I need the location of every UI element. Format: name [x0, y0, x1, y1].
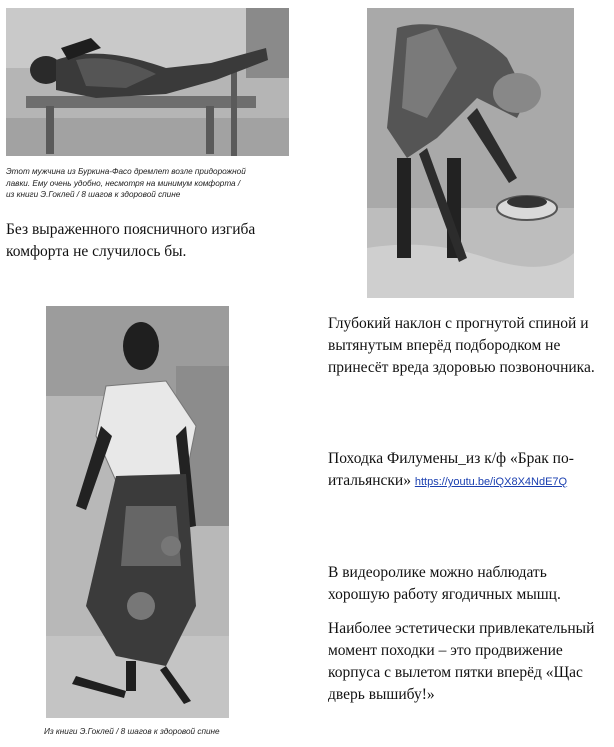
photo-woman-walking-image	[46, 306, 229, 718]
caption1-line1: Этот мужчина из Буркина-Фасо дремлет возле придорожной	[6, 167, 246, 176]
paragraph-filumena-gait	[328, 448, 614, 493]
caption1-line2: лавки. Ему очень удобно, несмотря на минимум комфорта /	[6, 178, 241, 188]
photo-woman-bending	[367, 8, 574, 298]
text4-line2: хорошую работу ягодичных мышц.	[328, 586, 561, 603]
text3-line2	[328, 470, 614, 493]
text4-line1: В видеоролике можно наблюдать	[328, 564, 547, 581]
photo-woman-walking	[46, 306, 229, 718]
text5-line4: дверь вышибу!»	[328, 686, 435, 703]
photo-man-sleeping-image	[6, 8, 289, 156]
text3-line1: Походка Филумены_из к/ф «Брак по-	[328, 450, 574, 467]
paragraph-gluteal-muscles	[328, 562, 614, 606]
text3-line2-prefix: итальянски»	[328, 472, 411, 489]
text1-line2: комфорта не случилось бы.	[6, 243, 187, 260]
text2-line2: вытянутым вперёд подбородком не	[328, 337, 561, 354]
caption1-line3: из книги Э.Гоклей / 8 шагов к здоровой спине	[6, 190, 181, 199]
text2-line1: Глубокий наклон с прогнутой спиной и	[328, 315, 589, 332]
photo1-caption	[6, 166, 306, 201]
caption3-line1: Из книги Э.Гоклей / 8 шагов к здоровой спине	[44, 727, 220, 736]
paragraph-deep-bend	[328, 313, 614, 379]
photo3-caption	[44, 726, 304, 738]
text5-line1: Наиболее эстетически привлекательный	[328, 620, 595, 637]
paragraph-lumbar-curve	[6, 219, 306, 263]
text5-line3: корпуса с вылетом пятки вперёд «Щас	[328, 664, 583, 681]
text1-line1: Без выраженного поясничного изгиба	[6, 221, 256, 238]
text2-line3: принесёт вреда здоровью позвоночника.	[328, 359, 595, 376]
paragraph-aesthetic-moment	[328, 618, 614, 706]
photo-man-sleeping	[6, 8, 289, 156]
text5-line2: момент походки – это продвижение	[328, 642, 563, 659]
photo-woman-bending-image	[367, 8, 574, 298]
youtube-link[interactable]: https://youtu.be/iQX8X4NdE7Q	[414, 476, 568, 488]
